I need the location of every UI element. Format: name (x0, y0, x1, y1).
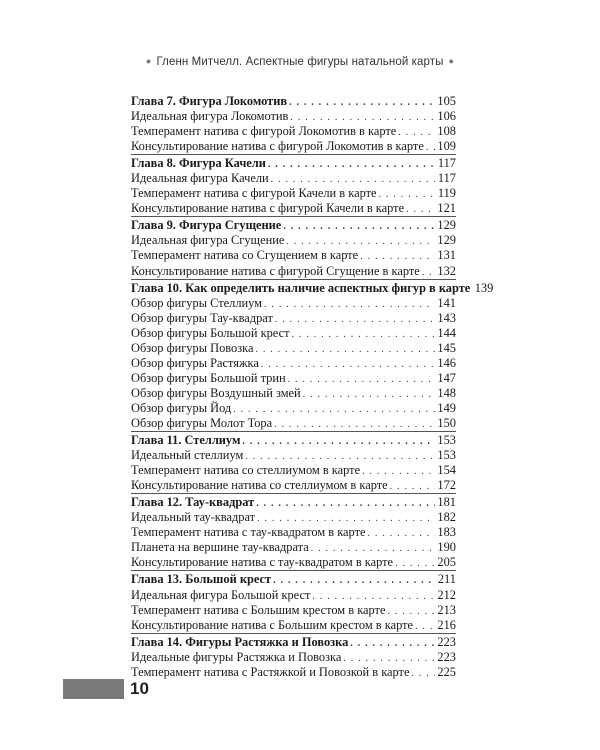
entry-page: 183 (437, 525, 456, 540)
dot-leader (379, 187, 435, 202)
toc-section (131, 154, 456, 216)
toc-item-row (131, 478, 456, 493)
toc-item-row (131, 540, 456, 555)
entry-title: Темперамент натива со стеллиумом в карте (131, 463, 361, 478)
dot-leader (290, 110, 435, 125)
entry-title: Консультирование натива с фигурой Сгущение в карте (131, 263, 420, 278)
dot-leader (288, 372, 435, 387)
dot-leader (350, 636, 435, 651)
entry-title: Обзор фигуры Тау-квадрат (131, 310, 273, 325)
dot-leader (311, 541, 435, 556)
entry-page: 139 (474, 280, 494, 295)
dot-leader (360, 249, 435, 264)
entry-page: 146 (437, 355, 456, 370)
entry-title: Идеальная фигура Качели (131, 171, 269, 186)
entry-title: Глава 8. Фигура Качели (131, 156, 266, 171)
entry-title: Консультирование натива с тау-квадратом в карте (131, 555, 394, 570)
entry-title: Глава 13. Большой крест (131, 572, 272, 587)
dot-leader (264, 297, 435, 312)
toc-item-row (131, 510, 456, 525)
toc-item-row (131, 139, 456, 154)
dot-leader (242, 434, 435, 449)
entry-title: Темперамент натива со Сгущением в карте (131, 248, 359, 263)
toc-item-row (131, 603, 456, 618)
entry-page: 223 (437, 634, 456, 649)
entry-page: 213 (437, 602, 456, 617)
bullet-icon: ● (448, 56, 455, 66)
table-of-contents (131, 93, 494, 680)
toc-item-row (131, 356, 456, 371)
entry-title: Идеальные фигуры Растяжка и Повозка (131, 649, 342, 664)
entry-page: 132 (437, 263, 456, 278)
entry-page: 212 (437, 587, 456, 602)
entry-page: 150 (437, 415, 456, 430)
entry-page: 181 (437, 495, 456, 510)
entry-page: 182 (437, 510, 456, 525)
entry-title: Обзор фигуры Большой крест (131, 325, 290, 340)
entry-title: Глава 14. Фигуры Растяжка и Повозка (131, 634, 349, 649)
toc-item-row (131, 650, 456, 665)
dot-leader (422, 265, 435, 280)
entry-page: 129 (437, 233, 456, 248)
entry-page: 147 (437, 370, 456, 385)
entry-title: Обзор фигуры Йод (131, 400, 232, 415)
dot-leader (233, 402, 435, 417)
toc-item-row (131, 124, 456, 139)
toc-item-row (131, 201, 456, 216)
bullet-icon: ● (145, 56, 152, 66)
entry-title: Темперамент натива с тау-квадратом в карте (131, 525, 366, 540)
entry-title: Обзор фигуры Молот Тора (131, 415, 273, 430)
dot-leader (406, 202, 435, 217)
entry-page: 106 (437, 109, 456, 124)
toc-item-row (131, 326, 456, 341)
toc-item-row (131, 525, 456, 540)
entry-page: 121 (437, 201, 456, 216)
toc-item-row (131, 341, 456, 356)
toc-chapter-row (131, 94, 456, 109)
entry-title: Темперамент натива с Большим крестом в карте (131, 602, 386, 617)
toc-section (131, 216, 456, 278)
dot-leader (257, 511, 435, 526)
dot-leader (271, 172, 435, 187)
dot-leader (256, 496, 435, 511)
toc-item-row (131, 386, 456, 401)
entry-page: 129 (437, 218, 456, 233)
toc-chapter-row (131, 156, 456, 171)
toc-item-row (131, 233, 456, 248)
dot-leader (292, 327, 435, 342)
toc-section (131, 493, 456, 570)
dot-leader (343, 651, 435, 666)
entry-page: 154 (437, 463, 456, 478)
dot-leader (390, 479, 435, 494)
entry-title: Идеальный стеллиум (131, 448, 244, 463)
entry-title: Глава 9. Фигура Сгущение (131, 218, 282, 233)
toc-item-row (131, 448, 456, 463)
entry-page: 149 (437, 400, 456, 415)
entry-page: 117 (437, 156, 456, 171)
entry-page: 143 (437, 310, 456, 325)
entry-page: 225 (437, 664, 456, 679)
toc-item-row (131, 109, 456, 124)
entry-page: 223 (437, 649, 456, 664)
dot-leader (426, 140, 435, 155)
dot-leader (273, 573, 435, 588)
dot-leader (245, 449, 435, 464)
entry-title: Консультирование натива со стеллиумом в карте (131, 478, 388, 493)
toc-item-row (131, 665, 456, 680)
toc-chapter-row (131, 218, 456, 233)
dot-leader (274, 417, 435, 432)
running-header (0, 56, 600, 68)
toc-chapter-row (131, 635, 456, 650)
entry-title: Обзор фигуры Растяжка (131, 355, 259, 370)
dot-leader (255, 342, 435, 357)
entry-title: Темперамент натива с фигурой Локомотив в карте (131, 124, 397, 139)
entry-page: 148 (437, 385, 456, 400)
toc-chapter-row (131, 495, 456, 510)
entry-page: 190 (437, 540, 456, 555)
entry-page: 144 (437, 325, 456, 340)
entry-title: Глава 11. Стеллиум (131, 433, 241, 448)
entry-title: Идеальный тау-квадрат (131, 510, 256, 525)
toc-item-row (131, 248, 456, 263)
toc-item-row (131, 296, 456, 311)
toc-item-row (131, 618, 456, 633)
dot-leader (303, 387, 435, 402)
toc-item-row (131, 264, 456, 279)
toc-item-row (131, 311, 456, 326)
header-text: Гленн Митчелл. Аспектные фигуры натальной карты (156, 56, 444, 68)
entry-title: Глава 10. Как определить наличие аспектных фигур в карте (131, 280, 471, 295)
entry-page: 205 (437, 555, 456, 570)
entry-title: Идеальная фигура Сгущение (131, 233, 285, 248)
entry-title: Обзор фигуры Воздушный змей (131, 385, 301, 400)
toc-item-row (131, 463, 456, 478)
dot-leader (411, 666, 435, 681)
dot-leader (415, 619, 435, 634)
dot-leader (286, 234, 435, 249)
entry-title: Обзор фигуры Стеллиум (131, 295, 263, 310)
toc-chapter-row (131, 433, 456, 448)
dot-leader (275, 312, 435, 327)
dot-leader (261, 357, 435, 372)
entry-title: Обзор фигуры Большой трин (131, 370, 286, 385)
dot-leader (368, 526, 435, 541)
dot-leader (362, 464, 435, 479)
entry-page: 131 (437, 248, 456, 263)
entry-page: 105 (437, 94, 456, 108)
toc-chapter-row (131, 280, 494, 296)
entry-title: Идеальная фигура Локомотив (131, 109, 289, 124)
entry-title: Глава 7. Фигура Локомотив (131, 94, 288, 108)
entry-page: 117 (437, 171, 456, 186)
dot-leader (283, 219, 435, 234)
entry-page: 211 (437, 572, 456, 587)
entry-title: Планета на вершине тау-квадрата (131, 540, 309, 555)
toc-section (131, 93, 456, 154)
footer-bar (63, 679, 124, 699)
entry-title: Глава 12. Тау-квадрат (131, 495, 255, 510)
entry-title: Темперамент натива с фигурой Качели в карте (131, 186, 377, 201)
toc-item-row (131, 555, 456, 570)
entry-page: 216 (437, 617, 456, 632)
toc-item-row (131, 588, 456, 603)
dot-leader (312, 589, 435, 604)
entry-title: Консультирование натива с фигурой Качели в карте (131, 201, 405, 216)
entry-page: 145 (437, 340, 456, 355)
entry-title: Консультирование натива с фигурой Локомотив в карте (131, 139, 424, 154)
dot-leader (398, 125, 435, 140)
entry-title: Идеальная фигура Большой крест (131, 587, 311, 602)
dot-leader (387, 604, 435, 619)
toc-section (131, 633, 456, 680)
page-number: 10 (130, 679, 149, 698)
entry-page: 108 (437, 124, 456, 139)
entry-page: 172 (437, 478, 456, 493)
entry-title: Темперамент натива с Растяжкой и Повозкой в карте (131, 664, 410, 679)
toc-section (131, 279, 494, 431)
toc-chapter-row (131, 572, 456, 587)
toc-item-row (131, 171, 456, 186)
dot-leader (268, 157, 435, 172)
toc-section (131, 570, 456, 632)
entry-page: 153 (437, 433, 456, 448)
toc-section (131, 431, 456, 493)
toc-item-row (131, 416, 456, 431)
entry-page: 119 (437, 186, 456, 201)
entry-page: 109 (437, 139, 456, 154)
entry-page: 141 (437, 295, 456, 310)
dot-leader (395, 556, 435, 571)
toc-item-row (131, 186, 456, 201)
toc-item-row (131, 401, 456, 416)
entry-title: Обзор фигуры Повозка (131, 340, 254, 355)
entry-page: 153 (437, 448, 456, 463)
dot-leader (289, 95, 435, 110)
toc-item-row (131, 371, 456, 386)
entry-title: Консультирование натива с Большим крестом в карте (131, 617, 414, 632)
